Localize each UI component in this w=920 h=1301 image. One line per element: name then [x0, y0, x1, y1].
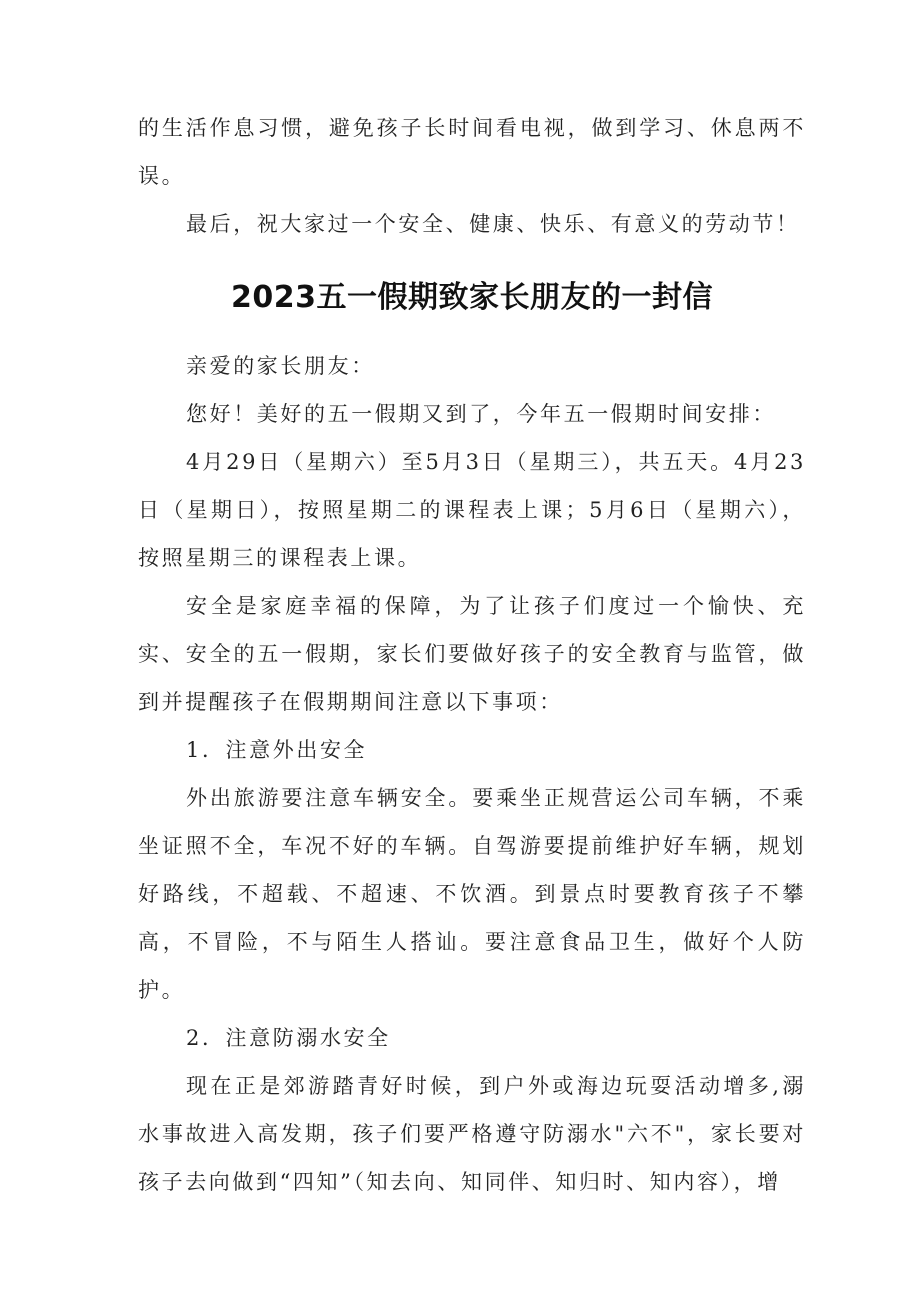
salutation: 亲爱的家长朋友：	[186, 354, 375, 378]
section-1-body: 外出旅游要注意车辆安全。要乘坐正规营运公司车辆，不乘坐证照不全，车况不好的车辆。自驾游要提前维护好车辆，规划好路线，不超载、不超速、不饮酒。到景点时要教育孩子不攀高，不冒险，不与陌生人搭讪。要注意食品卫生，做好个人防护。	[138, 786, 806, 1002]
section-2-heading: 2．注意防溺水安全	[186, 1026, 391, 1050]
safety-intro-paragraph: 安全是家庭幸福的保障，为了让孩子们度过一个愉快、充实、安全的五一假期，家长们要做好孩子的安全教育与监管，做到并提醒孩子在假期期间注意以下事项：	[138, 594, 806, 714]
continued-paragraph: 的生活作息习惯，避免孩子长时间看电视，做到学习、休息两不误。	[138, 116, 806, 188]
document-page	[138, 104, 806, 1206]
section-2-body: 现在正是郊游踏青好时候，到户外或海边玩耍活动增多,溺水事故进入高发期，孩子们要严格遵守防溺水"六不"，家长要对孩子去向做到“四知”（知去向、知同伴、知归时、知内容），增	[138, 1074, 806, 1194]
greeting-paragraph: 您好！美好的五一假期又到了，今年五一假期时间安排：	[186, 402, 776, 426]
section-1-heading: 1．注意外出安全	[186, 738, 368, 762]
closing-paragraph: 最后，祝大家过一个安全、健康、快乐、有意义的劳动节！	[186, 212, 800, 236]
schedule-paragraph: 4月29日（星期六）至5月3日（星期三），共五天。4月23日（星期日），按照星期二的课程表上课；5月6日（星期六），按照星期三的课程表上课。	[138, 450, 806, 570]
letter-title: 2023五一假期致家长朋友的一封信	[231, 280, 713, 315]
